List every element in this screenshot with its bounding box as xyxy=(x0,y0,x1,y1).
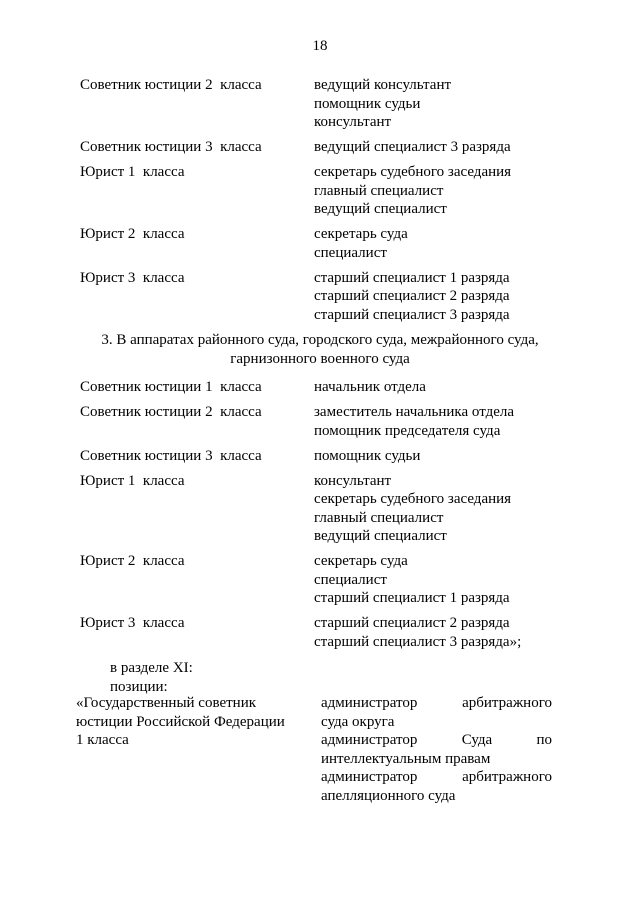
final-position-line-6: апелляционного суда xyxy=(321,787,456,804)
final-rank-line-1: «Государственный советник xyxy=(76,695,257,711)
position-title: главный специалист xyxy=(314,509,444,526)
class-rank: Советник юстиции 2 класса xyxy=(80,404,262,420)
position-list xyxy=(314,138,511,157)
section-3-heading xyxy=(0,331,640,368)
position-list xyxy=(314,269,510,325)
position-title: помощник председателя суда xyxy=(314,422,501,439)
position-list xyxy=(314,472,511,546)
position-list xyxy=(314,447,420,466)
class-rank: Юрист 2 класса xyxy=(80,226,185,242)
class-rank: Юрист 1 класса xyxy=(80,472,185,489)
position-title: специалист xyxy=(314,571,387,588)
note-line-1: в разделе XI: xyxy=(110,660,193,676)
note-line-2: позиции: xyxy=(110,678,168,695)
class-rank: Юрист 2 класса xyxy=(80,553,185,569)
final-rank xyxy=(76,694,308,750)
position-title: старший специалист 2 разряда xyxy=(314,288,510,304)
position-title: секретарь суда xyxy=(314,226,408,242)
final-positions xyxy=(321,694,552,805)
section-note xyxy=(110,659,193,696)
position-list xyxy=(314,614,521,651)
page-number: 18 xyxy=(312,38,328,54)
position-title: начальник отдела xyxy=(314,379,426,395)
class-rank: Советник юстиции 3 класса xyxy=(80,447,262,464)
class-rank: Советник юстиции 1 класса xyxy=(80,379,262,395)
position-list xyxy=(314,76,451,132)
position-title: специалист xyxy=(314,244,387,261)
position-title: старший специалист 2 разряда xyxy=(314,615,510,631)
class-rank: Юрист 3 класса xyxy=(80,615,185,631)
section-3-heading-line-2: гарнизонного военного суда xyxy=(230,350,410,367)
position-title: старший специалист 3 разряда xyxy=(314,306,510,323)
position-list xyxy=(314,403,514,440)
position-title: ведущий специалист xyxy=(314,528,447,544)
section-3-heading-line-1: 3. В аппаратах районного суда, городского суда, межрайонного суда, xyxy=(101,332,539,348)
position-title: консультант xyxy=(314,114,392,130)
class-rank: Юрист 1 класса xyxy=(80,164,185,180)
position-title: секретарь суда xyxy=(314,553,408,569)
class-rank: Советник юстиции 3 класса xyxy=(80,139,262,155)
final-position-line-2: суда округа xyxy=(321,713,395,730)
position-title: секретарь судебного заседания xyxy=(314,164,512,180)
position-title: ведущий специалист xyxy=(314,201,447,217)
position-title: заместитель начальника отдела xyxy=(314,404,514,420)
final-rank-line-3: 1 класса xyxy=(76,732,129,748)
position-list xyxy=(314,378,426,397)
position-title: главный специалист xyxy=(314,182,444,199)
position-list xyxy=(314,163,511,219)
class-rank: Советник юстиции 2 класса xyxy=(80,77,262,93)
position-title: старший специалист 1 разряда xyxy=(314,269,510,286)
position-title: ведущий консультант xyxy=(314,77,452,93)
final-position-line-3: администратор Суда по xyxy=(321,732,552,748)
final-position-line-1: администратор арбитражного xyxy=(321,695,552,711)
position-title: консультант xyxy=(314,472,392,489)
position-title: старший специалист 3 разряда»; xyxy=(314,633,522,650)
final-rank-line-2: юстиции Российской Федерации xyxy=(76,713,285,730)
position-list xyxy=(314,225,408,262)
position-title: помощник судьи xyxy=(314,447,421,464)
class-rank: Юрист 3 класса xyxy=(80,269,185,286)
position-title: старший специалист 1 разряда xyxy=(314,590,510,606)
position-title: ведущий специалист 3 разряда xyxy=(314,139,511,155)
final-position-line-5: администратор арбитражного xyxy=(321,769,552,785)
position-list xyxy=(314,552,510,608)
final-position-line-4: интеллектуальным правам xyxy=(321,750,491,767)
position-title: помощник судьи xyxy=(314,95,421,112)
position-title: секретарь судебного заседания xyxy=(314,491,512,507)
